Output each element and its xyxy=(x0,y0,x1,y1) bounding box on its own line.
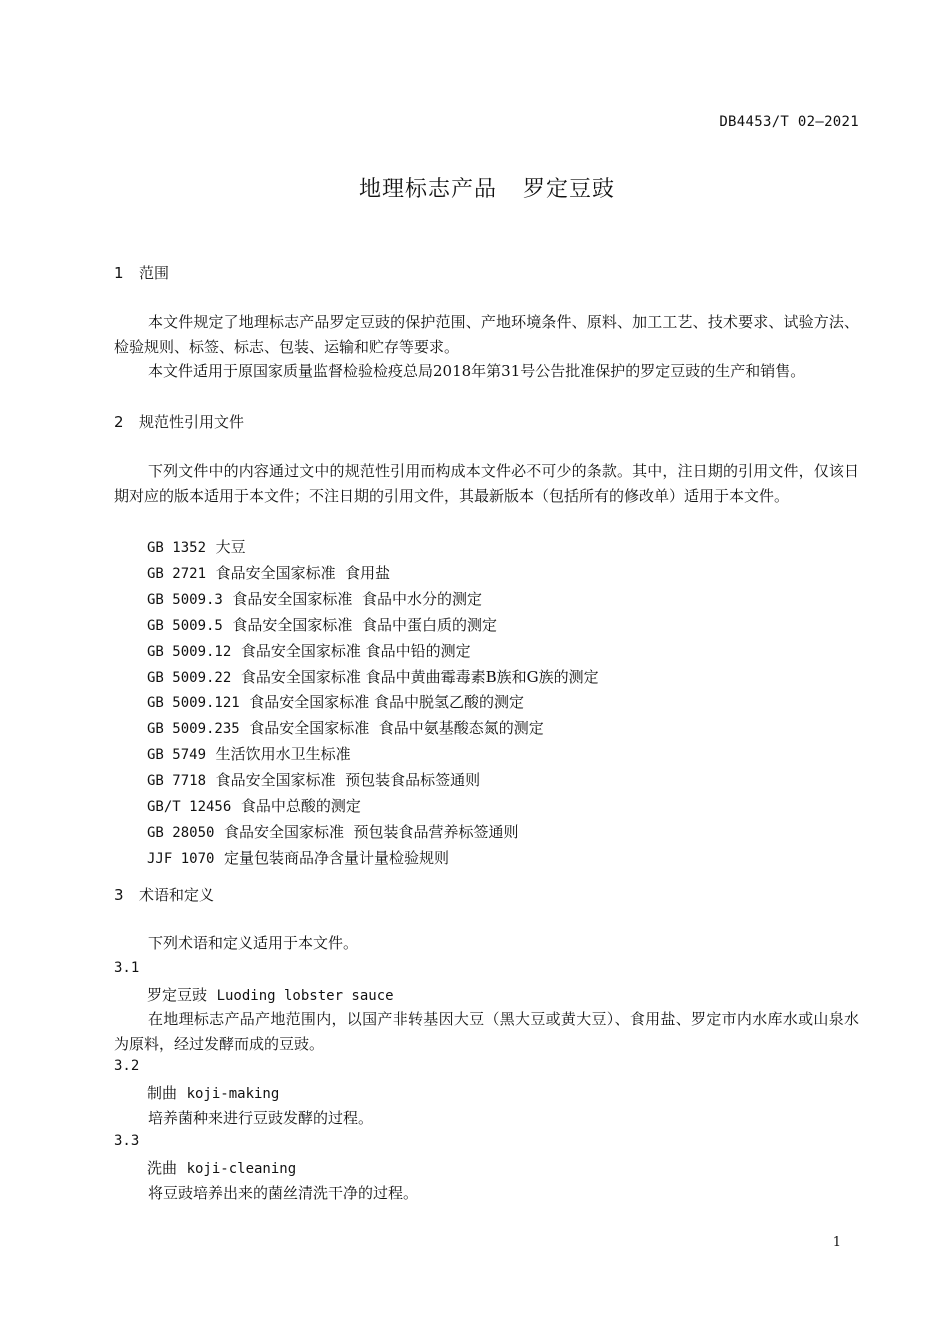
reference-title: 定量包装商品净含量计量检验规则 xyxy=(223,848,449,867)
term-name-zh: 洗曲 xyxy=(147,1159,178,1177)
term-name xyxy=(147,984,394,1005)
section-heading-terms xyxy=(114,884,214,905)
term-number: 3.2 xyxy=(114,1058,140,1074)
reference-title: 大豆 xyxy=(215,538,246,556)
page-number: 1 xyxy=(832,1235,841,1250)
section-heading-scope xyxy=(114,262,169,283)
reference-code: GB 5009.121 xyxy=(147,695,240,712)
reference-title: 食品安全国家标准 食品中氨基酸态氮的测定 xyxy=(249,719,544,738)
reference-code: GB/T 12456 xyxy=(147,799,232,816)
reference-code: GB 2721 xyxy=(147,565,207,582)
term-name xyxy=(147,1157,296,1178)
reference-item xyxy=(147,768,599,794)
reference-item xyxy=(147,613,599,639)
reference-item xyxy=(147,639,599,665)
reference-title: 食品安全国家标准 食用盐 xyxy=(215,563,391,582)
reference-title: 食品安全国家标准 食品中蛋白质的测定 xyxy=(232,615,497,634)
term-definition: 将豆豉培养出来的菌丝清洗干净的过程。 xyxy=(148,1184,419,1202)
reference-item xyxy=(147,846,599,872)
reference-title: 食品安全国家标准 预包装食品标签通则 xyxy=(215,771,481,790)
reference-title: 生活饮用水卫生标准 xyxy=(215,745,351,764)
section-number: 3 xyxy=(114,886,124,904)
scope-paragraph-2: 本文件适用于原国家质量监督检验检疫总局2018年第31号公告批准保护的罗定豆豉的生产和销售。 xyxy=(148,362,806,380)
term-number: 3.3 xyxy=(114,1133,140,1149)
reference-title: 食品安全国家标准 食品中水分的测定 xyxy=(232,589,482,608)
reference-code: GB 5009.22 xyxy=(147,669,232,686)
term-name-en: koji-making xyxy=(186,1086,280,1102)
reference-item xyxy=(147,587,599,613)
reference-item xyxy=(147,535,599,561)
term-name-zh: 制曲 xyxy=(147,1084,178,1102)
term-name-zh: 罗定豆豉 xyxy=(147,986,208,1004)
scope-paragraph-1: 本文件规定了地理标志产品罗定豆豉的保护范围、产地环境条件、原料、加工工艺、技术要求、试验方法、检验规则、标签、标志、包装、运输和贮存等要求。 xyxy=(114,313,859,356)
section-number: 2 xyxy=(114,413,124,431)
reference-code: GB 5009.5 xyxy=(147,617,223,634)
reference-code: JJF 1070 xyxy=(147,850,215,867)
term-definition: 培养菌种来进行豆豉发酵的过程。 xyxy=(148,1109,374,1127)
reference-list xyxy=(147,535,599,872)
term-name xyxy=(147,1082,279,1103)
reference-code: GB 28050 xyxy=(147,824,215,841)
document-title: 地理标志产品 罗定豆豉 xyxy=(359,177,615,202)
section-title: 范围 xyxy=(139,264,170,282)
reference-code: GB 5009.3 xyxy=(147,591,223,608)
reference-code: GB 5749 xyxy=(147,747,207,764)
reference-item xyxy=(147,742,599,768)
reference-title: 食品中总酸的测定 xyxy=(240,797,361,816)
reference-code: GB 7718 xyxy=(147,773,207,790)
reference-code: GB 5009.12 xyxy=(147,643,232,660)
normative-intro: 下列文件中的内容通过文中的规范性引用而构成本文件必不可少的条款。其中，注日期的引用文件，仅该日期对应的版本适用于本文件；不注日期的引用文件，其最新版本（包括所有的修改单）适用于本文件。 xyxy=(114,462,859,505)
reference-item xyxy=(147,820,599,846)
reference-title: 食品安全国家标准 预包装食品营养标签通则 xyxy=(223,822,519,841)
reference-item xyxy=(147,561,599,587)
reference-item xyxy=(147,716,599,742)
terms-intro: 下列术语和定义适用于本文件。 xyxy=(148,934,359,952)
term-name-en: Luoding lobster sauce xyxy=(216,988,394,1004)
reference-item xyxy=(147,794,599,820)
section-title: 术语和定义 xyxy=(139,886,215,904)
reference-code: GB 1352 xyxy=(147,540,207,556)
term-number: 3.1 xyxy=(114,960,140,976)
term-definition: 在地理标志产品产地范围内，以国产非转基因大豆（黑大豆或黄大豆）、食用盐、罗定市内水库水或山泉水为原料，经过发酵而成的豆豉。 xyxy=(114,1010,859,1053)
reference-item xyxy=(147,665,599,691)
reference-title: 食品安全国家标准 食品中黄曲霉毒素B族和G族的测定 xyxy=(240,667,599,686)
document-code: DB4453/T 02—2021 xyxy=(719,114,859,130)
term-name-en: koji-cleaning xyxy=(186,1161,297,1177)
reference-title: 食品安全国家标准 食品中铅的测定 xyxy=(240,641,471,660)
section-heading-normative xyxy=(114,411,244,432)
reference-title: 食品安全国家标准 食品中脱氢乙酸的测定 xyxy=(249,693,525,712)
reference-item xyxy=(147,690,599,716)
section-title: 规范性引用文件 xyxy=(139,413,245,431)
section-number: 1 xyxy=(114,264,124,282)
reference-code: GB 5009.235 xyxy=(147,721,240,738)
